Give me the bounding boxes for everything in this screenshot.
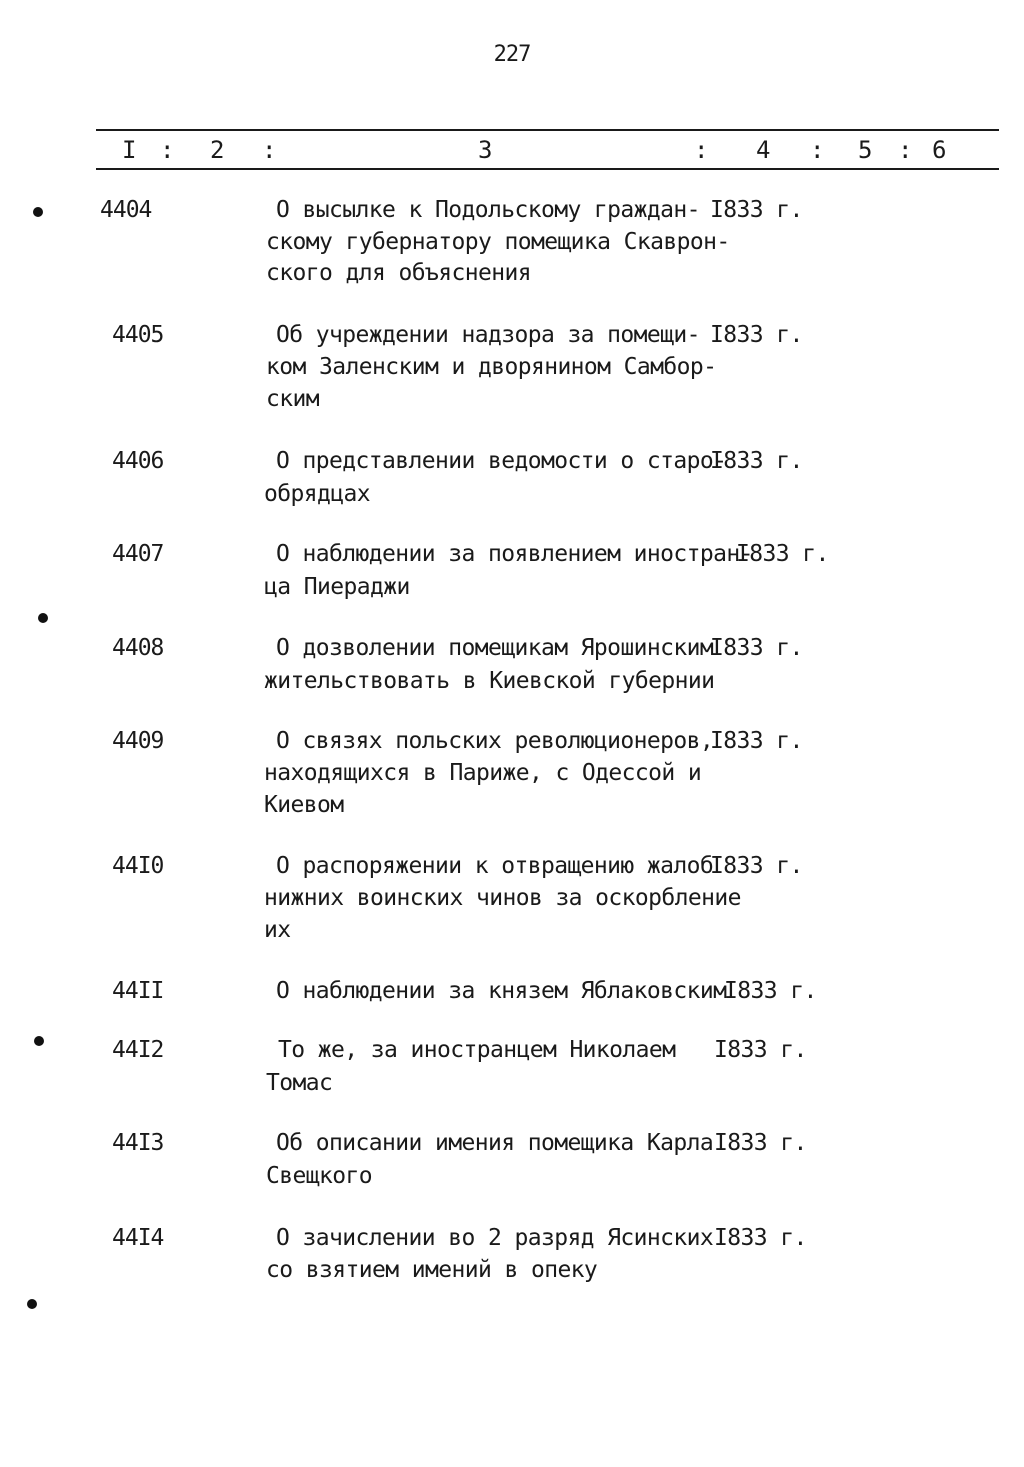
file-number: 4409 <box>112 728 164 754</box>
file-number: 44I4 <box>112 1225 164 1251</box>
entry-title-line: О высылке к Подольскому граждан- <box>276 197 700 223</box>
table-row <box>0 728 1024 818</box>
entry-title-line: ским <box>266 386 319 412</box>
entry-title-line: ком Заленским и дворянином Самбор- <box>266 354 717 380</box>
column-separator: : <box>262 136 277 164</box>
table-row <box>0 197 1024 286</box>
file-number: 4408 <box>112 635 164 661</box>
file-number: 44I3 <box>112 1130 164 1156</box>
column-header-6: 6 <box>932 136 947 164</box>
table-row <box>0 1225 1024 1283</box>
entry-title-line: О наблюдении за князем Яблаковским <box>276 978 727 1004</box>
entry-title-line: Свещкого <box>266 1163 372 1189</box>
file-number: 4404 <box>100 197 152 223</box>
column-separator: : <box>810 136 825 164</box>
entry-year: I833 г. <box>714 1037 807 1063</box>
entry-title-line: То же, за иностранцем Николаем <box>278 1037 676 1063</box>
header-bottom-rule <box>96 168 999 170</box>
entry-title-line: О зачислении во 2 разряд Ясинских <box>276 1225 714 1251</box>
entry-year: I833 г. <box>724 978 817 1004</box>
entry-title-line: их <box>264 917 291 943</box>
binder-hole-mark <box>34 1036 44 1046</box>
entry-year: I833 г. <box>710 197 803 223</box>
file-number: 4407 <box>112 541 164 567</box>
entry-title-line: О распоряжении к отвращению жалоб <box>276 853 714 879</box>
column-header-1: I <box>122 136 137 164</box>
entry-title-line: жительствовать в Киевской губернии <box>264 668 715 694</box>
table-row <box>0 322 1024 412</box>
entry-title-line: Об учреждении надзора за помещи- <box>276 322 700 348</box>
column-header-3: 3 <box>478 136 493 164</box>
column-separator: : <box>898 136 913 164</box>
entry-year: I833 г. <box>710 728 803 754</box>
entry-year: I833 г. <box>710 635 803 661</box>
column-separator: : <box>160 136 175 164</box>
table-row <box>0 1130 1024 1189</box>
entry-title-line: О дозволении помещикам Ярошинским <box>276 635 714 661</box>
entry-title-line: О представлении ведомости о старо- <box>276 448 727 474</box>
table-row <box>0 853 1024 943</box>
entry-title-line: со взятием имений в опеку <box>266 1257 598 1283</box>
column-header-2: 2 <box>210 136 225 164</box>
table-row <box>0 1037 1024 1096</box>
entry-year: I833 г. <box>736 541 829 567</box>
binder-hole-mark <box>33 207 43 217</box>
column-separator: : <box>694 136 709 164</box>
entry-year: I833 г. <box>710 853 803 879</box>
entry-title-line: О наблюдении за появлением иностран- <box>276 541 753 567</box>
entry-year: I833 г. <box>714 1225 807 1251</box>
column-header-4: 4 <box>756 136 771 164</box>
entry-year: I833 г. <box>710 448 803 474</box>
binder-hole-mark <box>27 1299 37 1309</box>
entry-title-line: О связях польских революционеров, <box>276 728 714 754</box>
header-top-rule <box>96 129 999 131</box>
column-header-5: 5 <box>858 136 873 164</box>
entry-title-line: ца Пиераджи <box>264 574 410 600</box>
file-number: 4405 <box>112 322 164 348</box>
entry-year: I833 г. <box>710 322 803 348</box>
entry-title-line: Об описании имения помещика Карла <box>276 1130 714 1156</box>
table-row <box>0 541 1024 600</box>
table-row <box>0 448 1024 507</box>
entry-title-line: обрядцах <box>264 481 370 507</box>
entry-title-line: нижних воинских чинов за оскорбление <box>264 885 741 911</box>
file-number: 44I2 <box>112 1037 164 1063</box>
table-row <box>0 635 1024 694</box>
file-number: 4406 <box>112 448 164 474</box>
file-number: 44I0 <box>112 853 164 879</box>
entry-title-line: находящихся в Париже, с Одессой и <box>264 760 702 786</box>
page-number: 227 <box>493 42 531 67</box>
entry-year: I833 г. <box>714 1130 807 1156</box>
entry-title-line: скому губернатору помещика Скаврон- <box>266 229 730 255</box>
entry-title-line: Томас <box>266 1070 333 1096</box>
binder-hole-mark <box>38 613 48 623</box>
table-row <box>0 978 1024 1004</box>
file-number: 44II <box>112 978 164 1004</box>
entry-title-line: Киевом <box>264 792 344 818</box>
entry-title-line: ского для объяснения <box>266 260 531 286</box>
